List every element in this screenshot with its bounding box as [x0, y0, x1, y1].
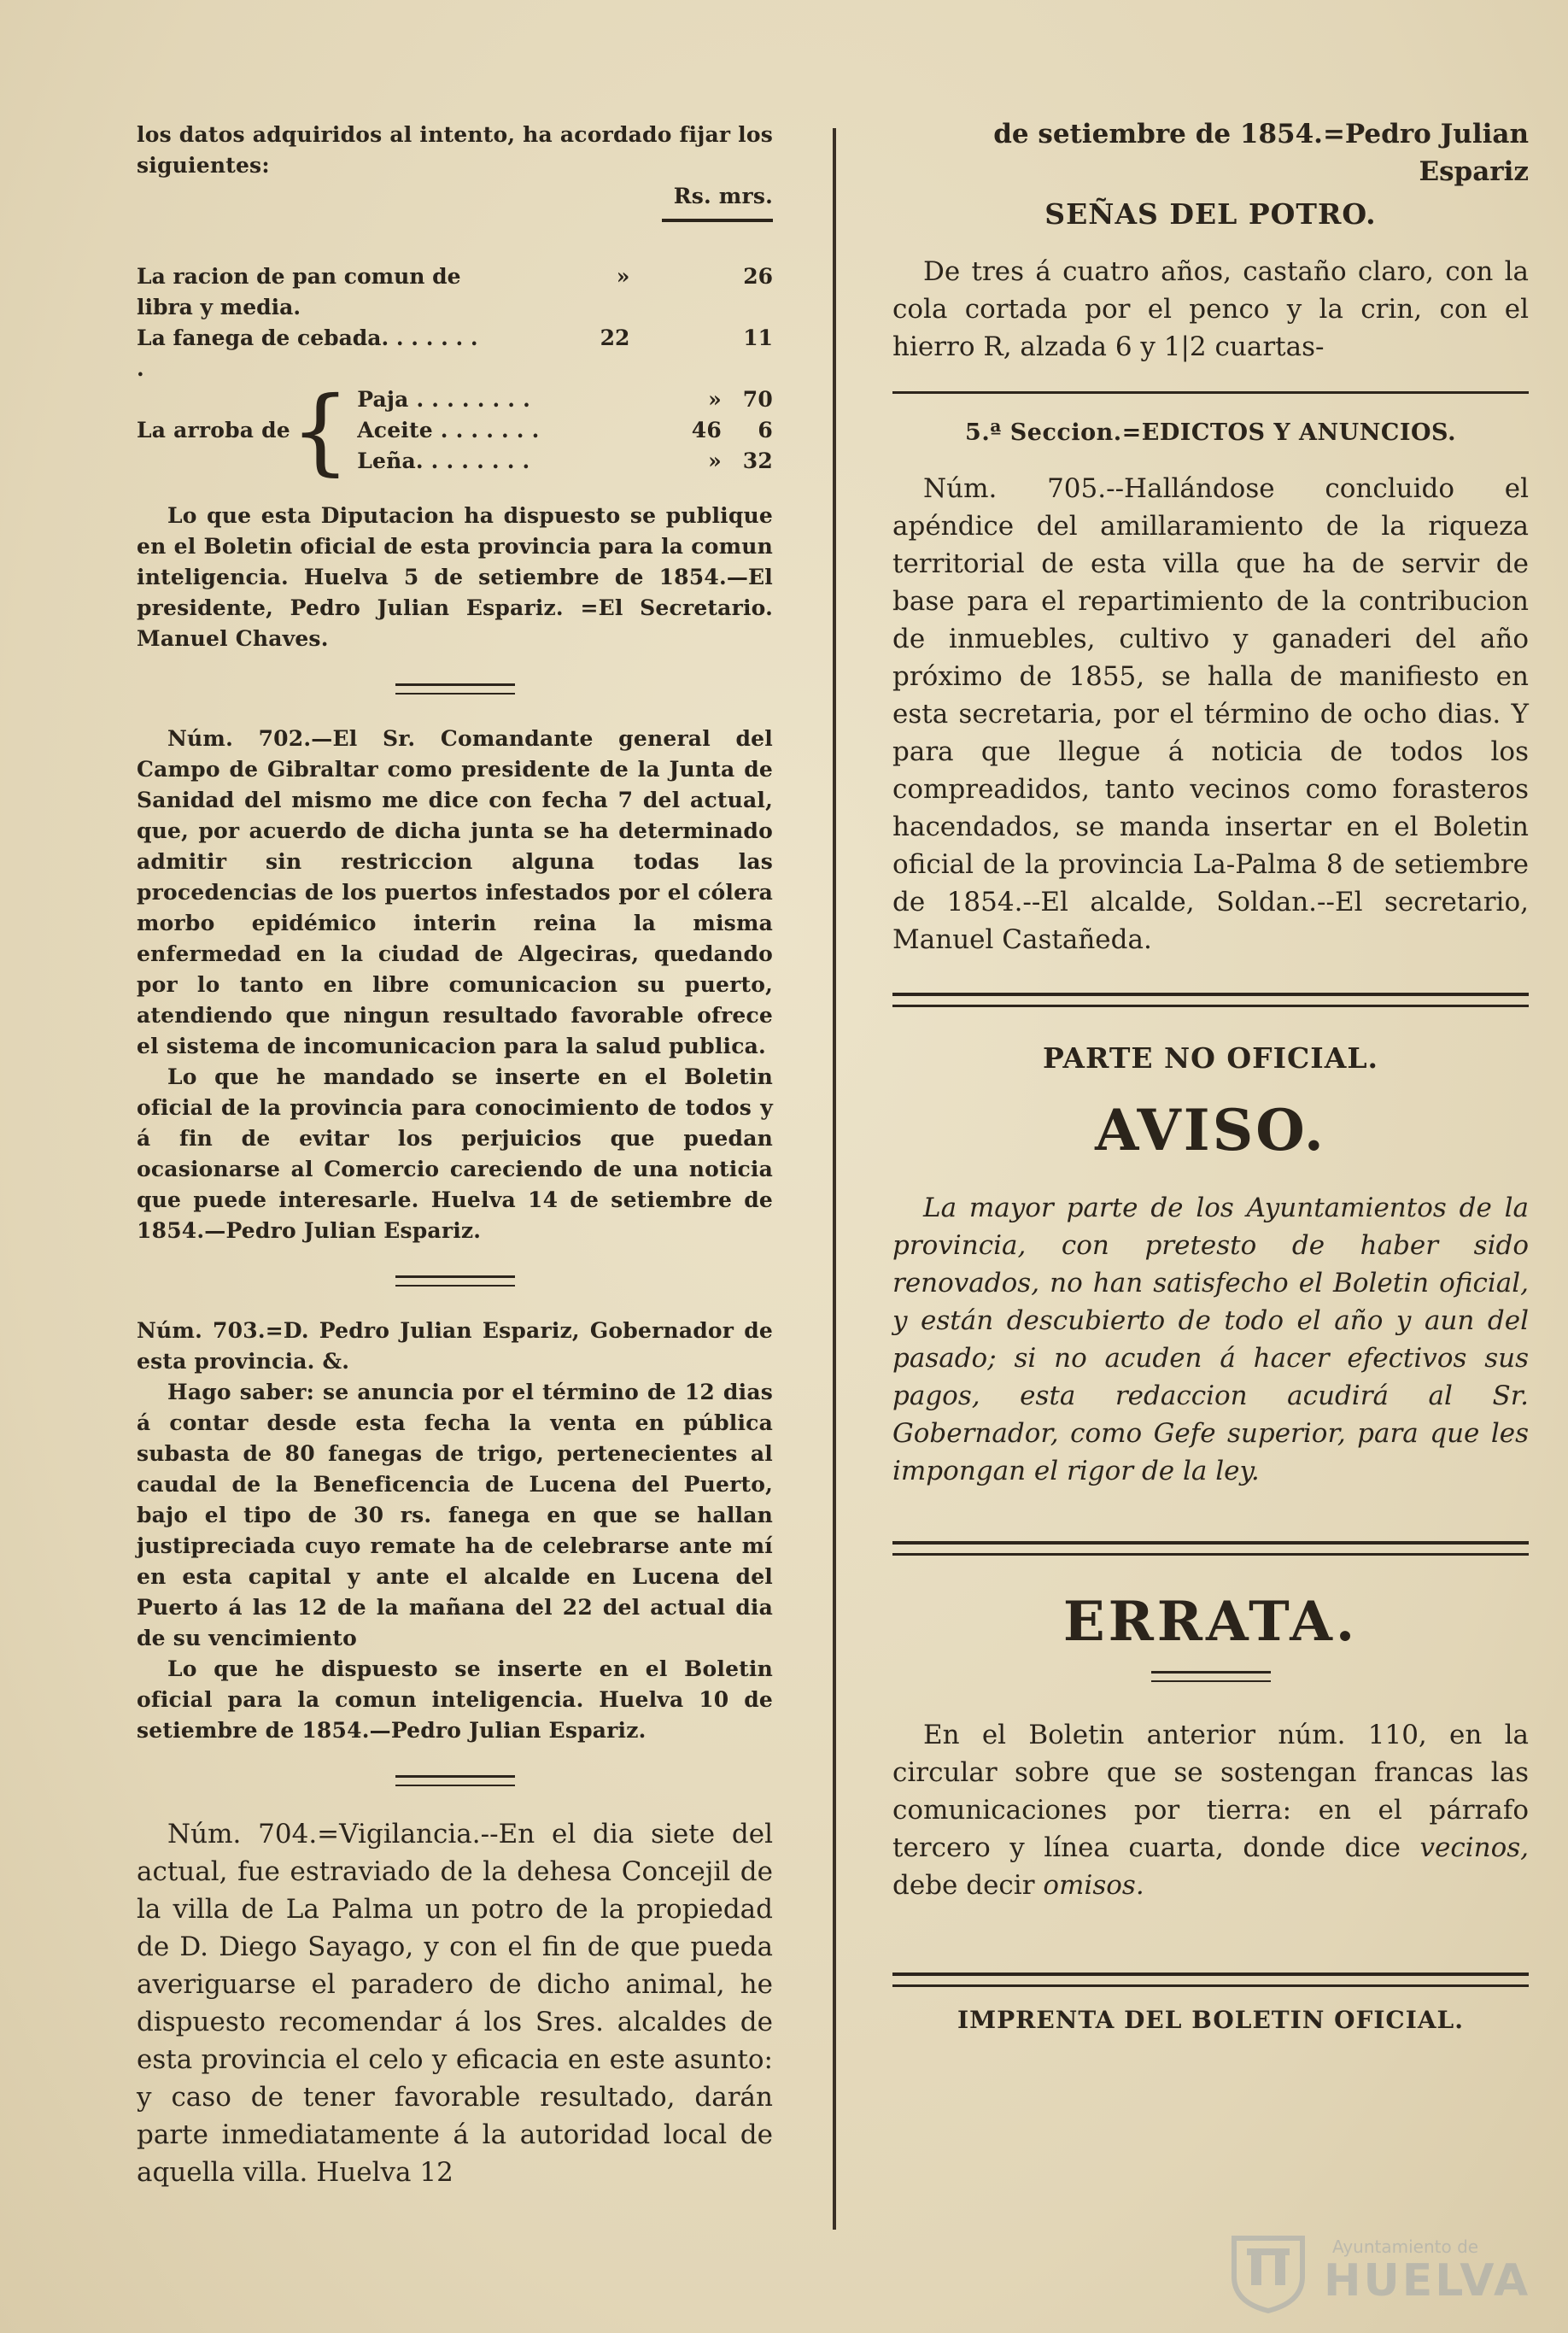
num-703-heading: Núm. 703.=D. Pedro Julian Espariz, Gobernador de esta provincia. &.	[137, 1318, 773, 1374]
separator	[395, 1775, 515, 1786]
price-rs: »	[708, 387, 722, 412]
price-rs: »	[708, 448, 722, 473]
num-704-signature: de setiembre de 1854.=Pedro Julian Espariz	[993, 119, 1529, 187]
arroba-label: La arroba de	[137, 418, 290, 443]
price-mrs: 32	[742, 448, 773, 473]
column-divider	[833, 128, 836, 2230]
price-mrs: 70	[742, 387, 773, 412]
price-row	[357, 446, 773, 477]
price-label: Aceite . . . . . . .	[357, 418, 540, 443]
senas-title: SEÑAS DEL POTRO.	[1044, 197, 1377, 231]
errata-word-vecinos: vecinos,	[1419, 1832, 1529, 1863]
watermark-top-text: Ayuntamiento de	[1332, 2236, 1479, 2257]
diputacion-paragraph: Lo que esta Diputacion ha dispuesto se publique en el Boletin oficial de esta provincia para la comun inteligencia. Huelva 5 de setiembre de 1854.—El presidente, Pedro Julian Espariz. =El Secretario. Manuel Chaves.	[137, 503, 773, 651]
separator	[892, 391, 1529, 394]
parte-no-oficial-heading: PARTE NO OFICIAL.	[1042, 1041, 1379, 1075]
separator	[1151, 1671, 1271, 1682]
senas-paragraph: De tres á cuatro años, castaño claro, con la cola cortada por el penco y la crin, con el hierro R, alzada 6 y 1|2 cuartas-	[892, 256, 1529, 362]
price-row	[137, 261, 773, 323]
units-header: Rs. mrs.	[673, 184, 773, 208]
printer-footer: IMPRENTA DEL BOLETIN OFICIAL.	[957, 2006, 1464, 2034]
price-rs: »	[616, 264, 630, 289]
arroba-items	[357, 384, 773, 477]
errata-word-omisos: omisos.	[1043, 1870, 1144, 1901]
separator	[395, 1275, 515, 1287]
price-rs: 22	[600, 325, 630, 350]
brace-icon: {	[290, 376, 351, 485]
separator	[892, 1972, 1529, 1987]
separator	[395, 683, 515, 695]
price-label: La racion de pan comun de libra y media.	[137, 264, 461, 319]
price-mrs: 11	[743, 325, 773, 350]
right-column	[892, 115, 1529, 2034]
price-rs: 46	[691, 418, 722, 443]
units-underline	[662, 219, 773, 227]
watermark-bottom-text: HUELVA	[1324, 2255, 1531, 2307]
errata-title: ERRATA.	[1062, 1590, 1359, 1654]
price-mrs: 26	[743, 264, 773, 289]
aviso-title: AVISO.	[1095, 1097, 1326, 1164]
watermark	[1221, 2230, 1529, 2315]
num-702-closing: Lo que he mandado se inserte en el Boletin oficial de la provincia para conocimiento de todos y á fin de evitar los perjuicios que puedan ocasionarse al Comercio careciendo de una noticia que puede interesarle. Huelva 14 de setiembre de 1854.—Pedro Julian Espariz.	[137, 1064, 773, 1243]
price-table	[137, 261, 773, 384]
price-label: Leña. . . . . . . .	[357, 448, 530, 473]
section-5-heading: 5.ª Seccion.=EDICTOS Y ANUNCIOS.	[965, 419, 1456, 446]
errata-paragraph	[892, 1716, 1529, 1904]
price-row	[357, 384, 773, 415]
intro-text: los datos adquiridos al intento, ha acordado fijar los siguientes:	[137, 122, 773, 178]
errata-text-a: En el Boletin anterior núm. 110, en la circular sobre que se sostengan francas las comunicaciones por tierra: en el párrafo tercero y línea cuarta, donde dice	[892, 1720, 1529, 1863]
price-row	[357, 415, 773, 446]
errata-text-b: debe decir	[892, 1870, 1044, 1901]
separator	[892, 993, 1529, 1007]
left-column	[137, 120, 773, 2191]
price-row	[137, 323, 773, 384]
city-seal-icon	[1221, 2230, 1315, 2315]
num-702-paragraph: Núm. 702.—El Sr. Comandante general del Campo de Gibraltar como presidente de la Junta de Sanidad del mismo me dice con fecha 7 del actual, que, por acuerdo de dicha junta se ha determinado admitir sin restriccion alguna todas las procedencias de los puertos infestados por el cólera morbo epidémico interin reina la misma enfermedad en la ciudad de Algeciras, quedando por lo tanto en libre comunicacion su puerto, atendiendo que ningun resultado favorable ofrece el sistema de incomunicacion para la salud publica.	[137, 726, 773, 1058]
separator	[892, 1541, 1529, 1556]
num-703-closing: Lo que he dispuesto se inserte en el Boletin oficial para la comun inteligencia. Huelva 10 de setiembre de 1854.—Pedro Julian Espariz.	[137, 1656, 773, 1743]
num-703-paragraph: Hago saber: se anuncia por el término de 12 dias á contar desde esta fecha la venta en pública subasta de 80 fanegas de trigo, pertenecientes al caudal de la Beneficencia de Lucena del Puerto, bajo el tipo de 30 rs. fanega en que se hallan justipreciada cuyo remate ha de celebrarse ante mí en esta capital y ante el alcalde en Lucena del Puerto á las 12 de la mañana del 22 del actual dia de su vencimiento	[137, 1380, 773, 1650]
price-mrs: 6	[758, 418, 773, 443]
price-label: La fanega de cebada. . . . . . . .	[137, 325, 478, 381]
price-label: Paja . . . . . . . .	[357, 387, 531, 412]
num-704-paragraph: Núm. 704.=Vigilancia.--En el dia siete del actual, fue estraviado de la dehesa Concejil de la villa de La Palma un potro de la propiedad de D. Diego Sayago, y con el fin de que pueda averiguarse el paradero de dicho animal, he dispuesto recomendar á los Sres. alcaldes de esta provincia el celo y eficacia en este asunto: y caso de tener favorable resultado, darán parte inmediatamente á la autoridad local de aquella villa. Huelva 12	[137, 1819, 773, 2188]
aviso-paragraph: La mayor parte de los Ayuntamientos de la provincia, con pretesto de haber sido renovados, no han satisfecho el Boletin oficial, y están descubierto de todo el año y aun del pasado; si no acuden á hacer efectivos sus pagos, esta redaccion acudirá al Sr. Gobernador, como Gefe superior, para que les impongan el rigor de la ley.	[892, 1193, 1529, 1486]
arroba-group	[137, 376, 773, 485]
num-705-paragraph: Núm. 705.--Hallándose concluido el apéndice del amillaramiento de la riqueza territorial de esta villa que ha de servir de base para el repartimiento de la contribucion de inmuebles, cultivo y ganaderi del año próximo de 1855, se halla de manifiesto en esta secretaria, por el término de ocho dias. Y para que llegue á noticia de todos los compreadidos, tanto vecinos como forasteros hacendados, se manda insertar en el Boletin oficial de la provincia La-Palma 8 de setiembre de 1854.--El alcalde, Soldan.--El secretario, Manuel Castañeda.	[892, 473, 1529, 955]
